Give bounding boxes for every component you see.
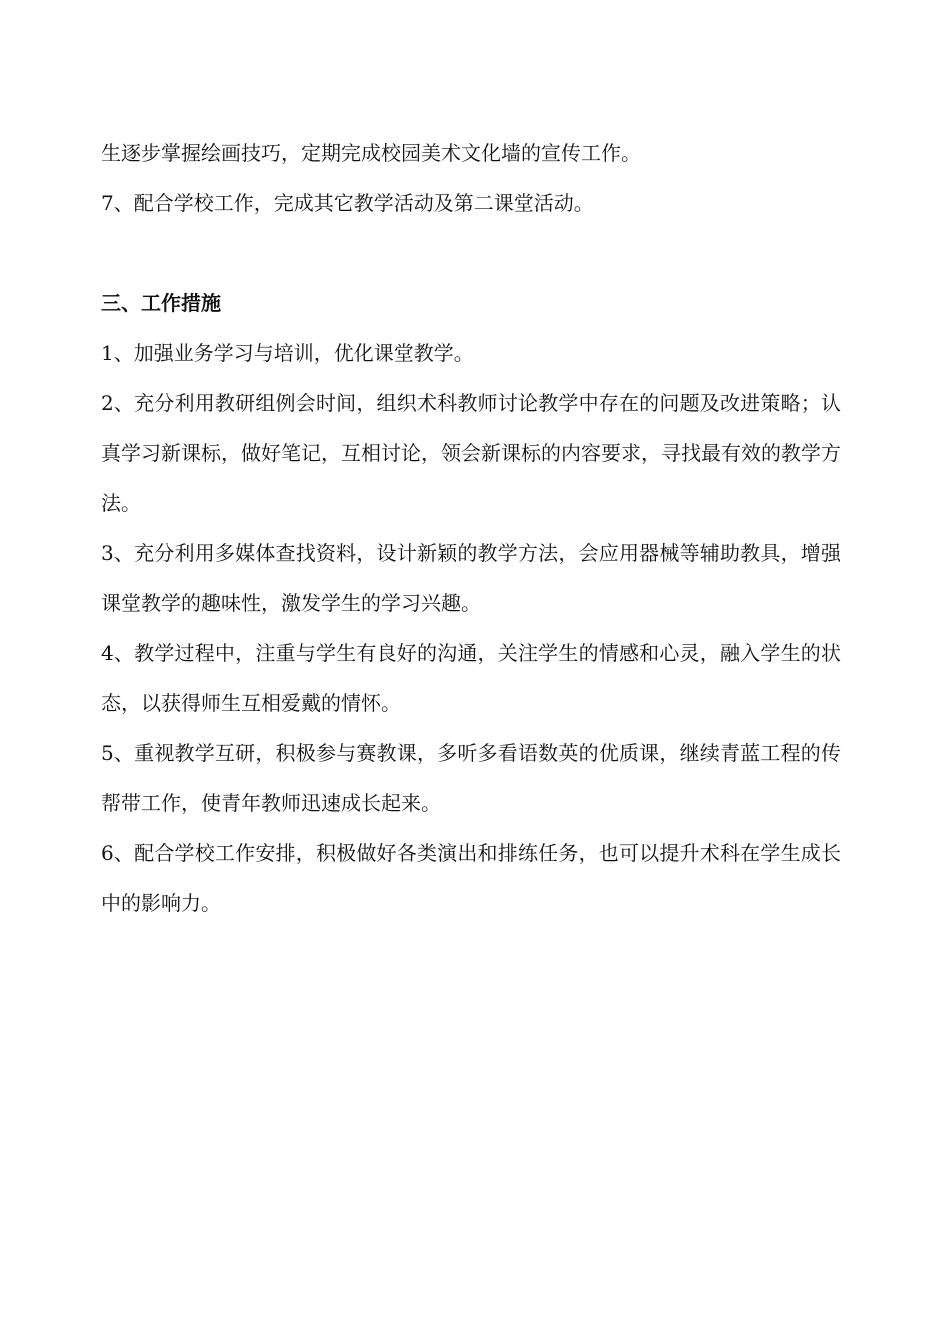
measure-item-3: 3、充分利用多媒体查找资料，设计新颖的教学方法，会应用器械等辅助教具，增强课堂教学的趣味性，激发学生的学习兴趣。: [101, 541, 841, 615]
measure-item-4: 4、教学过程中，注重与学生有良好的沟通，关注学生的情感和心灵，融入学生的状态，以获得师生互相爱戴的情怀。: [101, 641, 841, 715]
document-body: [101, 128, 841, 928]
section-spacer: [101, 228, 841, 278]
paragraph-continuation: 生逐步掌握绘画技巧，定期完成校园美术文化墙的宣传工作。: [101, 141, 641, 165]
measure-item-6: 6、配合学校工作安排，积极做好各类演出和排练任务，也可以提升术科在学生成长中的影响力。: [101, 841, 841, 915]
measure-item-5: 5、重视教学互研，积极参与赛教课，多听多看语数英的优质课，继续青蓝工程的传帮带工作，使青年教师迅速成长起来。: [101, 741, 841, 815]
measure-item-1: 1、加强业务学习与培训，优化课堂教学。: [101, 341, 474, 365]
section-heading: 三、工作措施: [101, 291, 221, 315]
paragraph-item-7: 7、配合学校工作，完成其它教学活动及第二课堂活动。: [101, 191, 594, 215]
measure-item-2: 2、充分利用教研组例会时间，组织术科教师讨论教学中存在的问题及改进策略；认真学习新课标，做好笔记，互相讨论，领会新课标的内容要求，寻找最有效的教学方法。: [101, 391, 841, 515]
